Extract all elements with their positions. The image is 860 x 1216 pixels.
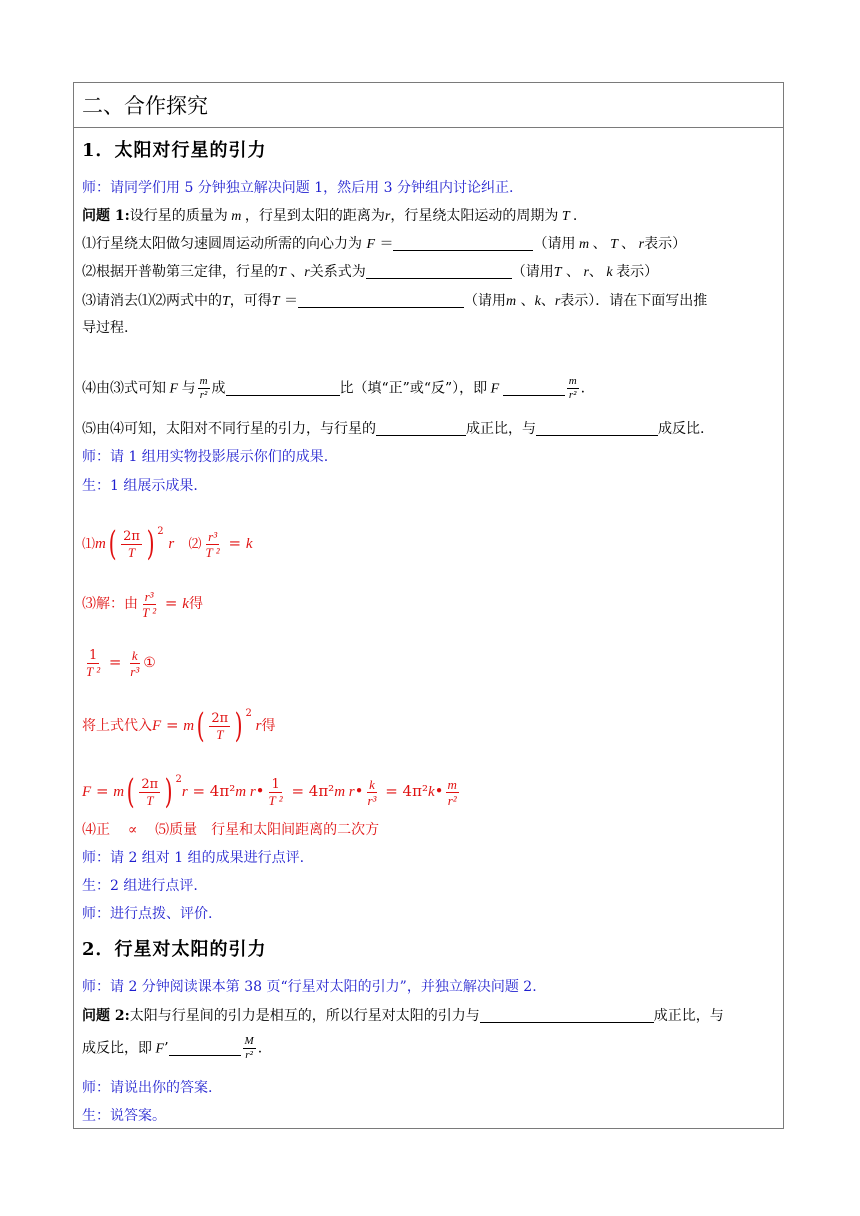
blank-planet-on-sun-proportional[interactable] [480,1007,654,1023]
part-5: ⑸由⑷可知，太阳对不同行星的引力，与行星的 成正比，与 成反比. [82,421,705,437]
answer-4-5: ⑷正 ∝ ⑸质量 行星和太阳间距离的二次方 [82,822,380,838]
blank-period-expression[interactable] [298,292,464,308]
teacher-line-6: 师：请说出你的答案. [82,1080,213,1096]
answer-3-derivation: F = m( $\frac{2\pi}{T}$ ) $^2$r = 4π²m r• $\frac{1}{\text{T ²}}$ = 4π²m r• $\frac{k}{\text{r³}}$ = 4π²k• $\frac{m}{\text{r²}}$ [82,772,457,812]
question-2-cont: 成反比，即 F’ $\frac{M}{\text{r²}}$ . [82,1035,263,1061]
blank-centripetal-force[interactable] [393,235,533,251]
student-line-1: 生：1 组展示成果. [82,478,198,494]
blank-relation-symbol[interactable] [503,380,565,396]
part-1: ⑴行星绕太阳做匀速圆周运动所需的向心力为 F ＝ （请用 m 、 T 、 r表示） [82,236,687,252]
answer-1-2: ⑴m( $\frac{2\pi}{T}$ ) $^2$ r ⑵ $\frac{\text{r³}}{\text{T ²}}$ = k [82,524,253,564]
blank-inverse-factor[interactable] [536,420,658,436]
heading-sun-on-planet: 1．太阳对行星的引力 [82,140,267,161]
part-2: ⑵根据开普勒第三定律，行星的T 、r关系式为 （请用T 、 r、 k 表示） [82,264,659,280]
part-3: ⑶请消去⑴⑵两式中的T，可得T ＝ （请用m 、k、r表示）．请在下面写出推 [82,293,708,309]
blank-planet-property[interactable] [376,420,466,436]
title-divider [74,127,783,128]
answer-3-step3: 将上式代入F = m( $\frac{2\pi}{T}$ ) $^2$ r得 [82,706,276,746]
teacher-line-2: 师：请 1 组用实物投影展示你们的成果. [82,449,329,465]
question-1: 问题 1:设行星的质量为 m ，行星到太阳的距离为r，行星绕太阳运动的周期为 T . [82,208,578,224]
teacher-line-1: 师：请同学们用 5 分钟独立解决问题 1，然后用 3 分钟组内讨论纠正. [82,180,514,196]
blank-proportion-type[interactable] [226,380,340,396]
teacher-line-4: 师：进行点拨、评价. [82,906,213,922]
question-2: 问题 2:太阳与行星间的引力是相互的，所以行星对太阳的引力与 成正比，与 [82,1008,724,1024]
student-line-3: 生：说答案。 [82,1108,166,1124]
blank-kepler-relation[interactable] [366,263,512,279]
part-3-cont: 导过程. [82,320,129,336]
teacher-line-3: 师：请 2 组对 1 组的成果进行点评. [82,850,305,866]
section-title: 二、合作探究 [82,94,208,118]
answer-3-step1: ⑶解：由 $\frac{\text{r³}}{\text{T ²}}$ = k得 [82,588,203,620]
heading-planet-on-sun: 2．行星对太阳的引力 [82,939,267,960]
student-line-2: 生：2 组进行点评. [82,878,198,894]
blank-planet-on-sun-relation[interactable] [169,1040,241,1056]
part-4: ⑷由⑶式可知 F 与 $\frac{m}{\text{r²}}$ 成 比（填“正”或“反”），即 F $\frac{m}{\text{r²}}$ . [82,375,586,401]
answer-3-step2: $\frac{1}{\text{T ²}}$ = $\frac{k}{\text{r³}}$ ① [86,647,156,679]
teacher-line-5: 师：请 2 分钟阅读课本第 38 页“行星对太阳的引力”，并独立解决问题 2. [82,979,537,995]
